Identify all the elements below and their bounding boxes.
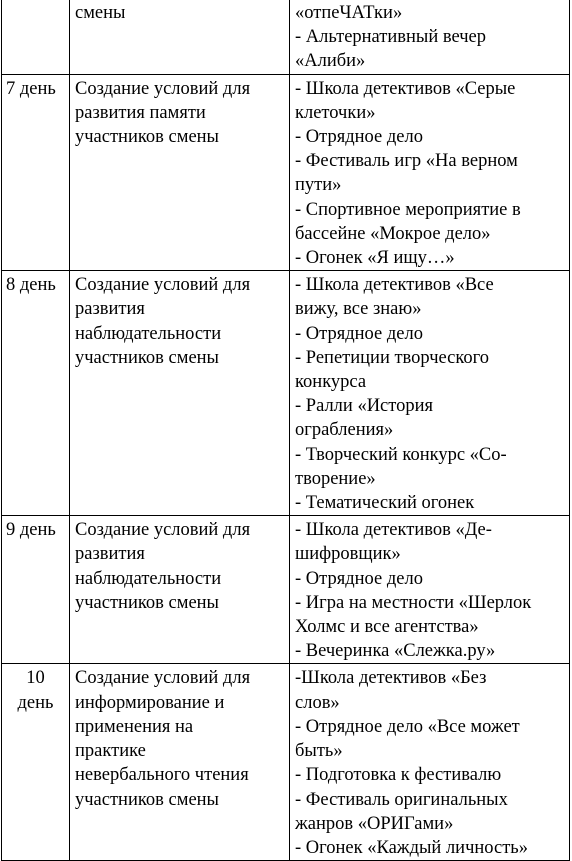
events-text-line: - Фестиваль игр «На верном xyxy=(295,151,518,172)
goal-text-line: Создание условий для xyxy=(75,520,251,541)
events-cell xyxy=(290,664,570,861)
events-text-line: - Огонек «Я ищу…» xyxy=(295,248,455,269)
events-text-line: - Отрядное дело «Все может xyxy=(295,716,520,737)
day-text-line: 9 день xyxy=(6,520,56,541)
events-text-line: - Репетиции творческого xyxy=(295,347,490,368)
table-row xyxy=(2,516,570,664)
events-text-line: бассейне «Мокрое дело» xyxy=(295,223,491,244)
events-text-line: - Школа детективов «Все xyxy=(295,275,494,296)
events-cell xyxy=(290,0,570,74)
goal-text-line: информирование и xyxy=(75,692,225,713)
goal-text-line: участников смены xyxy=(75,592,219,613)
goal-text-line: участников смены xyxy=(75,127,219,148)
goal-text-line: развития памяти xyxy=(75,102,206,123)
goal-text-line: развития xyxy=(75,544,145,565)
events-text-line: -Школа детективов «Без xyxy=(295,668,487,689)
events-text-line: - Отрядное дело xyxy=(295,568,423,589)
events-text-line: - Школа детективов «Серые xyxy=(295,78,516,99)
events-text-line: жанров «ОРИГами» xyxy=(295,813,454,834)
events-text-line: конкурса xyxy=(295,372,367,393)
goal-text-line: участников смены xyxy=(75,347,219,368)
events-text-line: Холмс и все агентства» xyxy=(295,617,479,638)
goal-cell xyxy=(70,664,290,861)
table-row xyxy=(2,74,570,271)
events-text-line: творение» xyxy=(295,468,376,489)
events-text-line: - Игра на местности «Шерлок xyxy=(295,592,532,613)
goal-text-line: Создание условий для xyxy=(75,668,251,689)
events-cell xyxy=(290,516,570,664)
events-text-line: - Школа детективов «Де- xyxy=(295,520,492,541)
day-cell xyxy=(2,271,70,516)
events-cell xyxy=(290,271,570,516)
table-row xyxy=(2,664,570,861)
goal-text-line: применения на xyxy=(75,716,194,737)
events-text-line: - Ралли «История xyxy=(295,396,434,417)
goal-text-line: практике xyxy=(75,741,146,762)
events-text-line: - Подготовка к фестивалю xyxy=(295,765,502,786)
goal-cell xyxy=(70,271,290,516)
events-cell xyxy=(290,74,570,271)
day-text-line: день xyxy=(17,692,54,713)
day-cell xyxy=(2,0,70,74)
goal-text-line: развития xyxy=(75,299,145,320)
events-text-line: - Творческий конкурс «Со- xyxy=(295,444,507,465)
day-text-line: 8 день xyxy=(6,275,56,296)
events-text-line: ограбления» xyxy=(295,420,394,441)
events-text-line: - Спортивное мероприятие в xyxy=(295,199,521,220)
table-row xyxy=(2,0,570,74)
events-text-line: «отпеЧАТки» xyxy=(295,3,403,23)
goal-cell xyxy=(70,0,290,74)
events-text-line: - Вечеринка «Слежка.ру» xyxy=(295,641,496,662)
day-text-line: 10 xyxy=(26,668,45,689)
events-text-line: - Фестиваль оригинальных xyxy=(295,789,508,810)
goal-text-line: невербального чтения xyxy=(75,765,249,786)
events-text-line: слов» xyxy=(295,692,340,713)
goal-cell xyxy=(70,74,290,271)
events-text-line: «Алиби» xyxy=(295,51,366,72)
events-text-line: - Отрядное дело xyxy=(295,323,423,344)
events-text-line: - Тематический огонек xyxy=(295,493,475,514)
day-cell xyxy=(2,74,70,271)
goal-text-line: смены xyxy=(75,3,126,23)
goal-text-line: участников смены xyxy=(75,789,219,810)
goal-text-line: наблюдательности xyxy=(75,323,222,344)
goal-cell xyxy=(70,516,290,664)
events-text-line: - Отрядное дело xyxy=(295,127,423,148)
events-text-line: - Альтернативный вечер xyxy=(295,27,487,48)
schedule-table-body xyxy=(2,0,570,861)
day-text-line: 7 день xyxy=(6,78,56,99)
events-text-line: вижу, все знаю» xyxy=(295,299,422,320)
events-text-line: - Огонек «Каждый личность» xyxy=(295,837,528,858)
events-text-line: быть» xyxy=(295,741,343,762)
day-cell xyxy=(2,516,70,664)
goal-text-line: Создание условий для xyxy=(75,78,251,99)
day-cell xyxy=(2,664,70,861)
schedule-table xyxy=(1,0,570,861)
table-row xyxy=(2,271,570,516)
goal-text-line: Создание условий для xyxy=(75,275,251,296)
goal-text-line: наблюдательности xyxy=(75,568,222,589)
events-text-line: шифровщик» xyxy=(295,544,401,565)
events-text-line: клеточки» xyxy=(295,102,376,123)
events-text-line: пути» xyxy=(295,175,342,196)
